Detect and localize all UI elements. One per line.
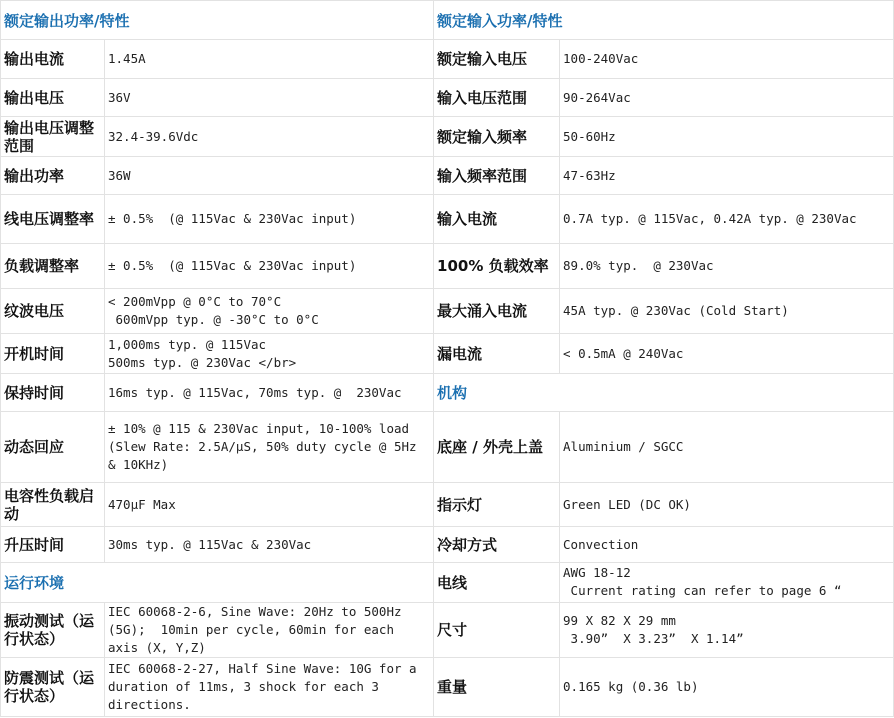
spec-label: 100% 负载效率	[434, 244, 560, 289]
spec-label: 输入电压范围	[434, 79, 560, 117]
spec-value: 1.45A	[105, 40, 434, 79]
spec-label: 冷却方式	[434, 527, 560, 563]
output-section-header: 额定输出功率/特性	[1, 1, 434, 40]
spec-label: 额定输入频率	[434, 117, 560, 157]
spec-value: Aluminium / SGCC	[560, 412, 894, 483]
spec-value: Green LED (DC OK)	[560, 483, 894, 527]
spec-label: 输出电流	[1, 40, 105, 79]
spec-label: 输入频率范围	[434, 157, 560, 195]
spec-label: 保持时间	[1, 374, 105, 412]
spec-value: < 200mVpp @ 0°C to 70°C 600mVpp typ. @ -30°C to 0°C	[105, 289, 434, 334]
spec-value: 47-63Hz	[560, 157, 894, 195]
spec-label: 最大涌入电流	[434, 289, 560, 334]
table-row	[1, 483, 894, 527]
spec-value: 99 X 82 X 29 mm 3.90” X 3.23” X 1.14”	[560, 603, 894, 658]
spec-value: < 0.5mA @ 240Vac	[560, 334, 894, 374]
spec-label: 电线	[434, 563, 560, 603]
spec-label: 额定输入电压	[434, 40, 560, 79]
spec-label: 线电压调整率	[1, 195, 105, 244]
table-row	[1, 563, 894, 603]
table-row	[1, 289, 894, 334]
spec-label: 纹波电压	[1, 289, 105, 334]
spec-value: 36W	[105, 157, 434, 195]
table-row	[1, 1, 894, 40]
table-row	[1, 79, 894, 117]
table-row	[1, 374, 894, 412]
spec-value: 90-264Vac	[560, 79, 894, 117]
spec-label: 底座 / 外壳上盖	[434, 412, 560, 483]
spec-value: 0.7A typ. @ 115Vac, 0.42A typ. @ 230Vac	[560, 195, 894, 244]
spec-value: IEC 60068-2-27, Half Sine Wave: 10G for a duration of 11ms, 3 shock for each 3 directions.	[105, 658, 434, 717]
spec-value: Convection	[560, 527, 894, 563]
spec-label: 输出功率	[1, 157, 105, 195]
spec-label: 振动测试（运行状态）	[1, 603, 105, 658]
table-row	[1, 334, 894, 374]
spec-label: 漏电流	[434, 334, 560, 374]
spec-label: 负载调整率	[1, 244, 105, 289]
spec-label: 输出电压	[1, 79, 105, 117]
table-row	[1, 40, 894, 79]
spec-value: 470μF Max	[105, 483, 434, 527]
spec-value: ± 0.5% (@ 115Vac & 230Vac input)	[105, 244, 434, 289]
spec-label: 动态回应	[1, 412, 105, 483]
spec-value: 16ms typ. @ 115Vac, 70ms typ. @ 230Vac	[105, 374, 434, 412]
mechanical-section-header: 机构	[434, 374, 894, 412]
spec-value: ± 0.5% (@ 115Vac & 230Vac input)	[105, 195, 434, 244]
spec-label: 输出电压调整范围	[1, 117, 105, 157]
spec-value: 32.4-39.6Vdc	[105, 117, 434, 157]
spec-label: 输入电流	[434, 195, 560, 244]
spec-label: 电容性负载启动	[1, 483, 105, 527]
table-row	[1, 157, 894, 195]
table-row	[1, 527, 894, 563]
table-row	[1, 117, 894, 157]
spec-value: 89.0% typ. @ 230Vac	[560, 244, 894, 289]
spec-value: IEC 60068-2-6, Sine Wave: 20Hz to 500Hz (5G); 10min per cycle, 60min for each axis (X, Y,Z)	[105, 603, 434, 658]
table-row	[1, 658, 894, 717]
spec-value: 1,000ms typ. @ 115Vac 500ms typ. @ 230Vac </br>	[105, 334, 434, 374]
spec-value: 30ms typ. @ 115Vac & 230Vac	[105, 527, 434, 563]
environment-section-header: 运行环境	[1, 563, 434, 603]
spec-label: 开机时间	[1, 334, 105, 374]
spec-value: ± 10% @ 115 & 230Vac input, 10-100% load (Slew Rate: 2.5A/μS, 50% duty cycle @ 5Hz & 10KHz)	[105, 412, 434, 483]
table-row	[1, 603, 894, 658]
spec-value: 0.165 kg (0.36 lb)	[560, 658, 894, 717]
input-section-header: 额定输入功率/特性	[434, 1, 894, 40]
spec-label: 指示灯	[434, 483, 560, 527]
spec-value-text: AWG 18-12 Current rating can refer to page 6 “	[563, 564, 842, 598]
spec-label: 升压时间	[1, 527, 105, 563]
spec-value	[560, 563, 894, 603]
spec-label: 重量	[434, 658, 560, 717]
table-row	[1, 195, 894, 244]
table-row	[1, 244, 894, 289]
spec-value: 100-240Vac	[560, 40, 894, 79]
table-row	[1, 412, 894, 483]
spec-value: 45A typ. @ 230Vac (Cold Start)	[560, 289, 894, 334]
spec-label: 尺寸	[434, 603, 560, 658]
spec-label: 防震测试（运行状态）	[1, 658, 105, 717]
spec-value: 50-60Hz	[560, 117, 894, 157]
spec-value: 36V	[105, 79, 434, 117]
